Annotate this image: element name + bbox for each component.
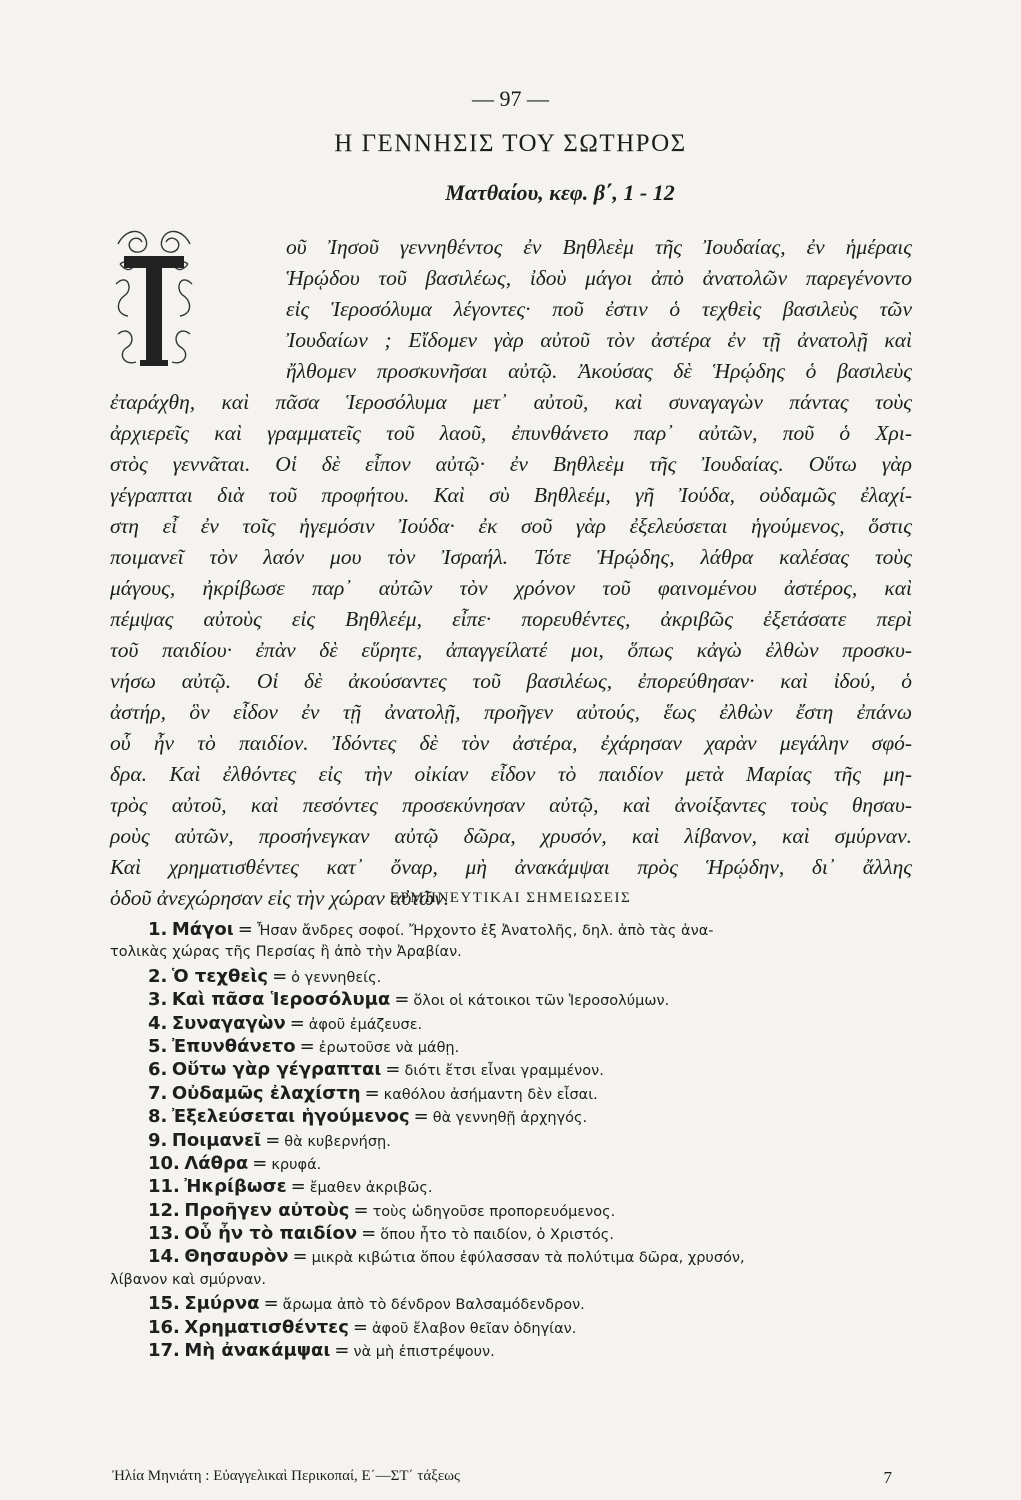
note-term: Οὐδαμῶς ἐλαχίστη [171, 1082, 361, 1104]
note-definition: κρυφά. [271, 1156, 322, 1173]
text-line: Ἡρῴδου τοῦ βασιλέως, ἰδοὺ μάγοι ἀπὸ ἀνατολῶν παρεγένοντο [286, 266, 912, 290]
note-number: 3. [148, 989, 168, 1011]
note-definition: ἔμαθεν ἀκριβῶς. [309, 1180, 433, 1197]
note-item [110, 988, 912, 1011]
note-term: Χρηματισθέντες [184, 1316, 349, 1338]
note-definition: καθόλου ἀσήμαντη δὲν εἶσαι. [383, 1086, 598, 1103]
note-term: Σμύρνα [184, 1293, 260, 1315]
text-line: στὸς γεννᾶται. Οἱ δὲ εἶπον αὐτῷ· ἐν Βηθλεὲμ τῆς Ἰουδαίας. Οὕτω γὰρ [110, 452, 912, 476]
note-term: Ἐπυνθάνετο [171, 1035, 296, 1057]
text-line: ἀστήρ, ὃν εἶδον ἐν τῇ ἀνατολῇ, προῆγεν αὐτούς, ἕως ἐλθὼν ἔστη ἐπάνω [110, 700, 912, 724]
note-number: 14. [148, 1246, 180, 1268]
note-term: Ποιμανεῖ [171, 1129, 262, 1151]
note-item [110, 965, 912, 988]
note-definition: Ἦσαν ἄνδρες σοφοί. Ἤρχοντο ἐξ Ἀνατολῆς, δηλ. ἀπὸ τὰς ἀνα- [256, 923, 714, 939]
page-number: — 97 — [472, 86, 549, 111]
note-definition: ὅλοι οἱ κάτοικοι τῶν Ἱεροσολύμων. [413, 993, 670, 1010]
note-number: 15. [148, 1293, 180, 1315]
note-item [110, 1012, 912, 1035]
gospel-text [110, 232, 912, 914]
equals-sign: = [265, 1129, 281, 1151]
text-line: ροὺς αὐτῶν, προσήνεγκαν αὐτῷ δῶρα, χρυσόν, καὶ λίβανον, καὶ σμύρναν. [110, 824, 912, 848]
text-line: γέγραπται διὰ τοῦ προφήτου. Καὶ σὺ Βηθλεέμ, γῆ Ἰούδα, οὐδαμῶς ἐλαχί- [110, 483, 912, 507]
note-definition: ὁ γεννηθείς. [291, 969, 382, 986]
text-line: ἐταράχθη, καὶ πᾶσα Ἱεροσόλυμα μετ᾿ αὐτοῦ, καὶ συναγαγὼν πάντας τοὺς [110, 390, 912, 414]
note-number: 11. [148, 1176, 180, 1198]
equals-sign: = [290, 1176, 306, 1198]
note-definition: ὅπου ἦτο τὸ παιδίον, ὁ Χριστός. [380, 1227, 614, 1244]
equals-sign: = [353, 1199, 369, 1221]
note-term: Καὶ πᾶσα Ἱεροσόλυμα [171, 989, 391, 1011]
text-line: εἰς Ἱεροσόλυμα λέγοντες· ποῦ ἐστιν ὁ τεχθεὶς βασιλεὺς τῶν [286, 297, 912, 321]
note-item [110, 1292, 912, 1315]
note-definition-continued: λίβανον καὶ σμύρναν. [110, 1271, 266, 1288]
note-term: Ἠκρίβωσε [184, 1176, 287, 1198]
page-footer [112, 1468, 912, 1485]
equals-sign: = [361, 1223, 377, 1245]
note-number: 2. [148, 965, 168, 987]
text-line: Καὶ χρηματισθέντες κατ᾿ ὄναρ, μὴ ἀνακάμψαι πρὸς Ἡρῴδην, δι᾿ ἄλλης [110, 855, 912, 879]
text-line: ἤλθομεν προσκυνῆσαι αὐτῷ. Ἀκούσας δὲ Ἡρῴδης ὁ βασιλεὺς [286, 359, 912, 383]
text-line: Ἰουδαίων ; Εἴδομεν γὰρ αὐτοῦ τὸν ἀστέρα ἐν τῇ ἀνατολῇ καὶ [286, 328, 912, 352]
equals-sign: = [394, 989, 410, 1011]
note-term: Μάγοι [171, 919, 234, 940]
equals-sign: = [263, 1293, 279, 1315]
equals-sign: = [334, 1340, 350, 1362]
note-number: 10. [148, 1152, 180, 1174]
note-definition: τοὺς ὡδηγοῦσε προπορευόμενος. [372, 1203, 616, 1220]
equals-sign: = [364, 1082, 380, 1104]
note-item [110, 1175, 912, 1198]
note-definition: ἐρωτοῦσε νὰ μάθῃ. [318, 1039, 460, 1056]
note-number: 7. [148, 1082, 168, 1104]
note-definition: νὰ μὴ ἐπιστρέψουν. [353, 1344, 495, 1361]
note-continuation [110, 1269, 912, 1292]
note-term: Συναγαγὼν [171, 1012, 286, 1034]
text-line: ὁδοῦ ἀνεχώρησαν εἰς τὴν χώραν αὐτῶν. [110, 886, 450, 910]
note-number: 5. [148, 1035, 168, 1057]
note-item [110, 1245, 912, 1268]
note-continuation [110, 941, 912, 964]
note-definition: μικρὰ κιβώτια ὅπου ἐφύλασσαν τὰ πολύτιμα δῶρα, χρυσόν, [311, 1250, 745, 1267]
footer-citation: Ἠλία Μηνιάτη : Εὐαγγελικαὶ Περικοπαί, Ε΄—ΣΤ΄ τάξεως [112, 1468, 460, 1484]
equals-sign: = [299, 1035, 315, 1057]
note-item [110, 1082, 912, 1105]
text-line: πέμψας αὐτοὺς εἰς Βηθλεέμ, εἶπε· πορευθέντες, ἀκριβῶς ἐξετάσατε περὶ [110, 607, 912, 631]
note-number: 4. [148, 1012, 168, 1034]
text-line: οῦ Ἰησοῦ γεννηθέντος ἐν Βηθλεὲμ τῆς Ἰουδαίας, ἐν ἡμέραις [286, 235, 912, 259]
equals-sign: = [385, 1059, 401, 1081]
note-definition: θὰ γεννηθῇ ἀρχηγός. [432, 1110, 588, 1127]
text-line: οὗ ἦν τὸ παιδίον. Ἰδόντες δὲ τὸν ἀστέρα, ἐχάρησαν χαρὰν μεγάλην σφό- [110, 731, 912, 755]
note-item [110, 1105, 912, 1128]
text-line: νήσω αὐτῷ. Οἱ δὲ ἀκούσαντες τοῦ βασιλέως, ἐπορεύθησαν· καὶ ἰδού, ὁ [110, 669, 912, 693]
note-item [110, 1222, 912, 1245]
page-title: Η ΓΕΝΝΗΣΙΣ ΤΟΥ ΣΩΤΗΡΟΣ [334, 130, 687, 157]
notes-heading: ΕΡΜΗΝΕΥΤΙΚΑΙ ΣΗΜΕΙΩΣΕΙΣ [389, 890, 632, 906]
note-number: 16. [148, 1316, 180, 1338]
note-item [110, 918, 912, 941]
note-definition: ἀφοῦ ἐμάζευσε. [308, 1016, 423, 1033]
note-term: Λάθρα [184, 1152, 249, 1174]
note-item [110, 1316, 912, 1339]
note-definition-continued: τολικὰς χώρας τῆς Περσίας ἢ ἀπὸ τὴν Ἀραβίαν. [110, 944, 462, 961]
text-line: δρα. Καὶ ἐλθόντες εἰς τὴν οἰκίαν εἶδον τὸ παιδίον μετὰ Μαρίας τῆς μη- [110, 762, 912, 786]
note-number: 13. [148, 1223, 180, 1245]
note-number: 17. [148, 1340, 180, 1362]
note-term: Μὴ ἀνακάμψαι [184, 1340, 331, 1362]
note-term: Οὕτω γὰρ γέγραπται [171, 1059, 382, 1081]
page-subtitle: Ματθαίου, κεφ. β΄, 1 - 12 [445, 180, 675, 205]
note-number: 6. [148, 1059, 168, 1081]
note-item [110, 1129, 912, 1152]
note-term: Ὁ τεχθεὶς [171, 965, 269, 987]
equals-sign: = [352, 1316, 368, 1338]
note-term: Ἐξελεύσεται ἡγούμενος [171, 1106, 410, 1128]
equals-sign: = [292, 1246, 308, 1268]
equals-sign: = [252, 1152, 268, 1174]
note-item [110, 1152, 912, 1175]
notes-list [110, 918, 912, 1362]
equals-sign: = [289, 1012, 305, 1034]
note-term: Προῆγεν αὐτοὺς [184, 1199, 350, 1221]
signature-marker: 7 [883, 1468, 892, 1487]
note-term: Οὗ ἦν τὸ παιδίον [184, 1223, 358, 1245]
note-term: Θησαυρὸν [184, 1246, 289, 1268]
note-item [110, 1339, 912, 1362]
note-definition: ἄρωμα ἀπὸ τὸ δένδρον Βαλσαμόδενδρον. [282, 1297, 585, 1314]
note-item [110, 1199, 912, 1222]
note-definition: ἀφοῦ ἔλαβον θεῖαν ὁδηγίαν. [371, 1320, 577, 1337]
text-line: ποιμανεῖ τὸν λαόν μου τὸν Ἰσραήλ. Τότε Ἡρῴδης, λάθρα καλέσας τοὺς [110, 545, 912, 569]
note-number: 1. [148, 919, 168, 940]
note-item [110, 1035, 912, 1058]
text-line: τρὸς αὐτοῦ, καὶ πεσόντες προσεκύνησαν αὐτῷ, καὶ ἀνοίξαντες τοὺς θησαυ- [110, 793, 912, 817]
equals-sign: = [237, 919, 253, 940]
equals-sign: = [272, 965, 288, 987]
note-item [110, 1058, 912, 1081]
note-number: 8. [148, 1106, 168, 1128]
text-line: μάγους, ἠκρίβωσε παρ᾿ αὐτῶν τὸν χρόνον τοῦ φαινομένου ἀστέρος, καὶ [110, 576, 912, 600]
text-line: στη εἶ ἐν τοῖς ἡγεμόσιν Ἰούδα· ἐκ σοῦ γὰρ ἐξελεύσεται ἡγούμενος, ὅστις [110, 514, 912, 538]
note-number: 9. [148, 1129, 168, 1151]
text-line: ἀρχιερεῖς καὶ γραμματεῖς τοῦ λαοῦ, ἐπυνθάνετο παρ᾿ αὐτῶν, ποῦ ὁ Χρι- [110, 421, 912, 445]
note-number: 12. [148, 1199, 180, 1221]
equals-sign: = [413, 1106, 429, 1128]
note-definition: διότι ἔτσι εἶναι γραμμένον. [404, 1063, 604, 1080]
text-line: τοῦ παιδίου· ἐπὰν δὲ εὕρητε, ἀπαγγείλατέ μοι, ὅπως κἀγὼ ἐλθὼν προσκυ- [110, 638, 912, 662]
note-definition: θὰ κυβερνήσῃ. [284, 1133, 391, 1150]
